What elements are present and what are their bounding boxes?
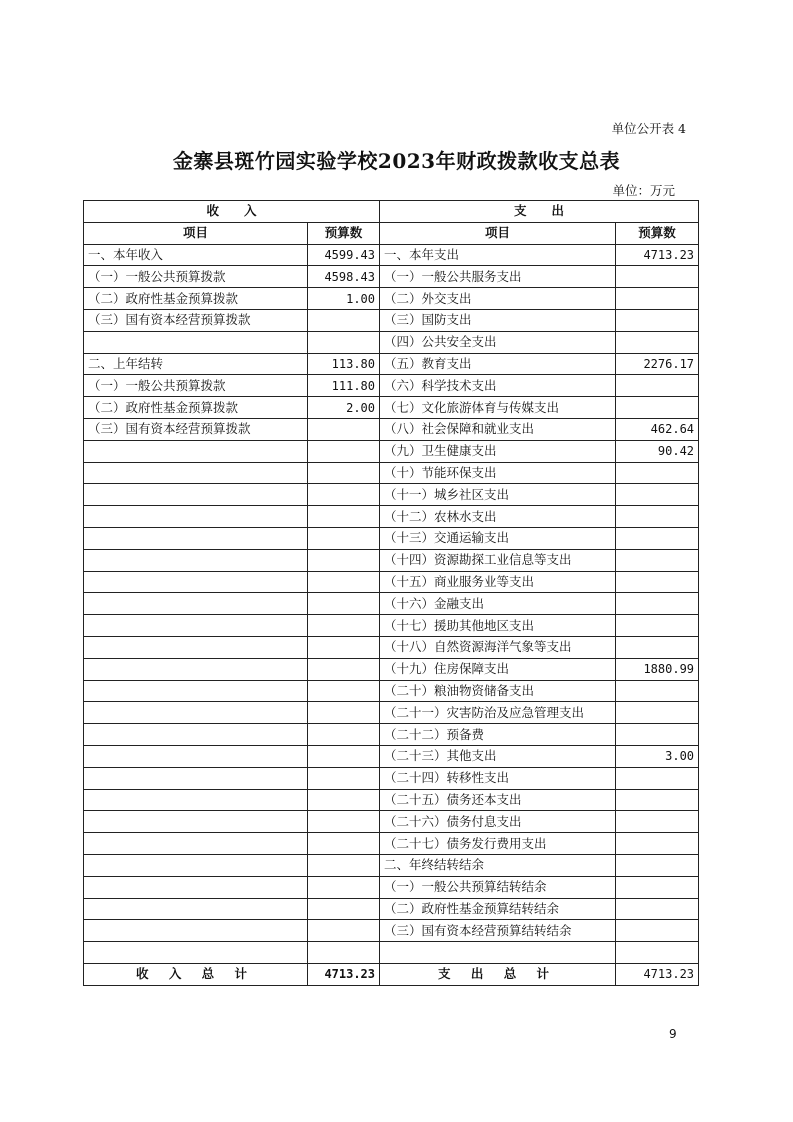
- expense-budget-cell: [616, 876, 699, 898]
- income-budget-cell: [308, 462, 380, 484]
- page-number: 9: [669, 1027, 677, 1041]
- income-budget-cell: 111.80: [308, 375, 380, 397]
- income-budget-cell: 4599.43: [308, 244, 380, 266]
- income-item-cell: [84, 811, 308, 833]
- expense-budget-cell: [616, 767, 699, 789]
- income-budget-cell: [308, 745, 380, 767]
- income-budget-cell: [308, 309, 380, 331]
- income-budget-cell: [308, 549, 380, 571]
- form-number: 单位公开表 4: [611, 121, 686, 136]
- table-row: [84, 767, 699, 789]
- table-row: [84, 615, 699, 637]
- income-budget-cell: [308, 658, 380, 680]
- expense-item-cell: （十三）交通运输支出: [380, 527, 616, 549]
- income-budget-cell: 113.80: [308, 353, 380, 375]
- expense-item-cell: （一）一般公共预算结转结余: [380, 876, 616, 898]
- expense-item-cell: （十六）金融支出: [380, 593, 616, 615]
- table-row: [84, 440, 699, 462]
- table-row: [84, 397, 699, 419]
- income-item-cell: [84, 462, 308, 484]
- expense-total-label: 支 出 总 计: [380, 963, 616, 985]
- expense-budget-cell: [616, 331, 699, 353]
- income-item-cell: [84, 506, 308, 528]
- expense-item-cell: （十九）住房保障支出: [380, 658, 616, 680]
- income-item-cell: [84, 680, 308, 702]
- expense-item-cell: [380, 942, 616, 964]
- expense-budget-cell: 4713.23: [616, 244, 699, 266]
- section-header-row: [84, 201, 699, 223]
- expense-budget-cell: [616, 309, 699, 331]
- expense-budget-cell: [616, 898, 699, 920]
- table-row: [84, 724, 699, 746]
- expense-item-cell: 二、年终结转结余: [380, 854, 616, 876]
- income-item-cell: [84, 920, 308, 942]
- income-item-cell: [84, 854, 308, 876]
- income-budget-header: 预算数: [308, 222, 380, 244]
- expense-item-cell: （四）公共安全支出: [380, 331, 616, 353]
- income-budget-cell: [308, 571, 380, 593]
- expense-budget-cell: 1880.99: [616, 658, 699, 680]
- expense-item-cell: （十）节能环保支出: [380, 462, 616, 484]
- expense-budget-cell: [616, 593, 699, 615]
- expense-item-cell: （九）卫生健康支出: [380, 440, 616, 462]
- income-item-cell: [84, 942, 308, 964]
- table-row: [84, 331, 699, 353]
- expense-item-cell: （八）社会保障和就业支出: [380, 418, 616, 440]
- table-row: [84, 506, 699, 528]
- income-item-cell: [84, 571, 308, 593]
- table-row: [84, 854, 699, 876]
- expense-budget-cell: [616, 527, 699, 549]
- income-item-cell: （一）一般公共预算拨款: [84, 375, 308, 397]
- income-budget-cell: [308, 527, 380, 549]
- table-row: [84, 484, 699, 506]
- expense-budget-cell: [616, 702, 699, 724]
- income-budget-cell: [308, 724, 380, 746]
- table-row: [84, 942, 699, 964]
- income-item-cell: [84, 636, 308, 658]
- expense-item-cell: （二十七）债务发行费用支出: [380, 833, 616, 855]
- income-item-cell: [84, 876, 308, 898]
- income-item-header: 项目: [84, 222, 308, 244]
- table-row: [84, 658, 699, 680]
- income-budget-cell: [308, 484, 380, 506]
- income-budget-cell: 4598.43: [308, 266, 380, 288]
- income-budget-cell: 2.00: [308, 397, 380, 419]
- income-budget-cell: [308, 702, 380, 724]
- table-row: [84, 920, 699, 942]
- income-item-cell: （二）政府性基金预算拨款: [84, 397, 308, 419]
- income-item-cell: [84, 724, 308, 746]
- table-row: [84, 876, 699, 898]
- table-row: [84, 636, 699, 658]
- table-row: [84, 811, 699, 833]
- table-row: [84, 288, 699, 310]
- table-row: [84, 680, 699, 702]
- income-header: 收 入: [84, 201, 380, 223]
- table-row: [84, 462, 699, 484]
- page-title: 金寨县斑竹园实验学校2023年财政拨款收支总表: [172, 149, 621, 173]
- income-item-cell: （二）政府性基金预算拨款: [84, 288, 308, 310]
- table-row: [84, 571, 699, 593]
- expense-budget-cell: [616, 571, 699, 593]
- expense-budget-cell: [616, 484, 699, 506]
- expense-budget-cell: 462.64: [616, 418, 699, 440]
- table-row: [84, 418, 699, 440]
- income-budget-cell: [308, 593, 380, 615]
- expense-budget-cell: 3.00: [616, 745, 699, 767]
- expense-budget-cell: [616, 636, 699, 658]
- expense-budget-cell: [616, 397, 699, 419]
- expense-item-cell: （十八）自然资源海洋气象等支出: [380, 636, 616, 658]
- income-total-value: 4713.23: [308, 963, 380, 985]
- income-item-cell: [84, 767, 308, 789]
- table-row: [84, 375, 699, 397]
- expense-budget-cell: [616, 375, 699, 397]
- table-row: [84, 309, 699, 331]
- expense-item-cell: （十五）商业服务业等支出: [380, 571, 616, 593]
- expense-budget-cell: [616, 266, 699, 288]
- table-row: [84, 593, 699, 615]
- income-budget-cell: [308, 440, 380, 462]
- table-body: [84, 244, 699, 963]
- expense-item-cell: 一、本年支出: [380, 244, 616, 266]
- income-budget-cell: [308, 942, 380, 964]
- total-row: [84, 963, 699, 985]
- income-item-cell: [84, 331, 308, 353]
- expense-item-cell: （二十一）灾害防治及应急管理支出: [380, 702, 616, 724]
- expense-item-cell: （二十）粮油物资储备支出: [380, 680, 616, 702]
- income-item-cell: [84, 745, 308, 767]
- table-row: [84, 244, 699, 266]
- expense-item-cell: （二十四）转移性支出: [380, 767, 616, 789]
- expense-item-cell: （二十三）其他支出: [380, 745, 616, 767]
- income-budget-cell: [308, 833, 380, 855]
- income-budget-cell: [308, 789, 380, 811]
- expense-header: 支 出: [380, 201, 699, 223]
- expense-item-cell: （六）科学技术支出: [380, 375, 616, 397]
- expense-budget-cell: [616, 942, 699, 964]
- income-item-cell: [84, 898, 308, 920]
- budget-table: [83, 200, 699, 986]
- expense-budget-header: 预算数: [616, 222, 699, 244]
- expense-item-cell: （二）政府性基金预算结转结余: [380, 898, 616, 920]
- income-item-cell: [84, 440, 308, 462]
- expense-budget-cell: [616, 789, 699, 811]
- expense-item-cell: （三）国有资本经营预算结转结余: [380, 920, 616, 942]
- income-budget-cell: [308, 680, 380, 702]
- income-budget-cell: [308, 898, 380, 920]
- income-item-cell: [84, 527, 308, 549]
- income-budget-cell: 1.00: [308, 288, 380, 310]
- expense-budget-cell: [616, 506, 699, 528]
- expense-item-cell: （五）教育支出: [380, 353, 616, 375]
- expense-item-cell: （十二）农林水支出: [380, 506, 616, 528]
- income-item-cell: [84, 593, 308, 615]
- income-item-cell: [84, 833, 308, 855]
- expense-budget-cell: [616, 811, 699, 833]
- table-row: [84, 702, 699, 724]
- expense-item-cell: （二）外交支出: [380, 288, 616, 310]
- income-item-cell: （三）国有资本经营预算拨款: [84, 309, 308, 331]
- table-row: [84, 549, 699, 571]
- expense-item-cell: （三）国防支出: [380, 309, 616, 331]
- table-row: [84, 266, 699, 288]
- expense-budget-cell: 2276.17: [616, 353, 699, 375]
- expense-item-cell: （十四）资源勘探工业信息等支出: [380, 549, 616, 571]
- expense-budget-cell: [616, 288, 699, 310]
- expense-budget-cell: [616, 854, 699, 876]
- income-item-cell: [84, 789, 308, 811]
- income-budget-cell: [308, 418, 380, 440]
- expense-budget-cell: [616, 549, 699, 571]
- expense-budget-cell: [616, 724, 699, 746]
- income-item-cell: （三）国有资本经营预算拨款: [84, 418, 308, 440]
- income-item-cell: 一、本年收入: [84, 244, 308, 266]
- income-budget-cell: [308, 331, 380, 353]
- income-budget-cell: [308, 636, 380, 658]
- table-row: [84, 789, 699, 811]
- income-total-label: 收 入 总 计: [84, 963, 308, 985]
- table-row: [84, 353, 699, 375]
- expense-budget-cell: [616, 833, 699, 855]
- expense-item-cell: （七）文化旅游体育与传媒支出: [380, 397, 616, 419]
- expense-item-cell: （二十二）预备费: [380, 724, 616, 746]
- expense-item-cell: （十一）城乡社区支出: [380, 484, 616, 506]
- income-budget-cell: [308, 811, 380, 833]
- income-item-cell: [84, 484, 308, 506]
- income-item-cell: （一）一般公共预算拨款: [84, 266, 308, 288]
- table-row: [84, 898, 699, 920]
- expense-budget-cell: 90.42: [616, 440, 699, 462]
- income-item-cell: [84, 549, 308, 571]
- income-item-cell: [84, 615, 308, 637]
- table-row: [84, 527, 699, 549]
- expense-item-cell: （二十六）债务付息支出: [380, 811, 616, 833]
- income-budget-cell: [308, 854, 380, 876]
- income-item-cell: [84, 702, 308, 724]
- expense-item-cell: （十七）援助其他地区支出: [380, 615, 616, 637]
- table-row: [84, 833, 699, 855]
- expense-budget-cell: [616, 615, 699, 637]
- expense-item-header: 项目: [380, 222, 616, 244]
- income-budget-cell: [308, 767, 380, 789]
- income-item-cell: [84, 658, 308, 680]
- unit-label: 单位：万元: [612, 183, 675, 198]
- expense-item-cell: （二十五）债务还本支出: [380, 789, 616, 811]
- table-row: [84, 745, 699, 767]
- expense-budget-cell: [616, 920, 699, 942]
- income-budget-cell: [308, 506, 380, 528]
- column-header-row: [84, 222, 699, 244]
- expense-budget-cell: [616, 462, 699, 484]
- expense-budget-cell: [616, 680, 699, 702]
- income-budget-cell: [308, 876, 380, 898]
- expense-total-value: 4713.23: [616, 963, 699, 985]
- income-item-cell: 二、上年结转: [84, 353, 308, 375]
- expense-item-cell: （一）一般公共服务支出: [380, 266, 616, 288]
- income-budget-cell: [308, 615, 380, 637]
- income-budget-cell: [308, 920, 380, 942]
